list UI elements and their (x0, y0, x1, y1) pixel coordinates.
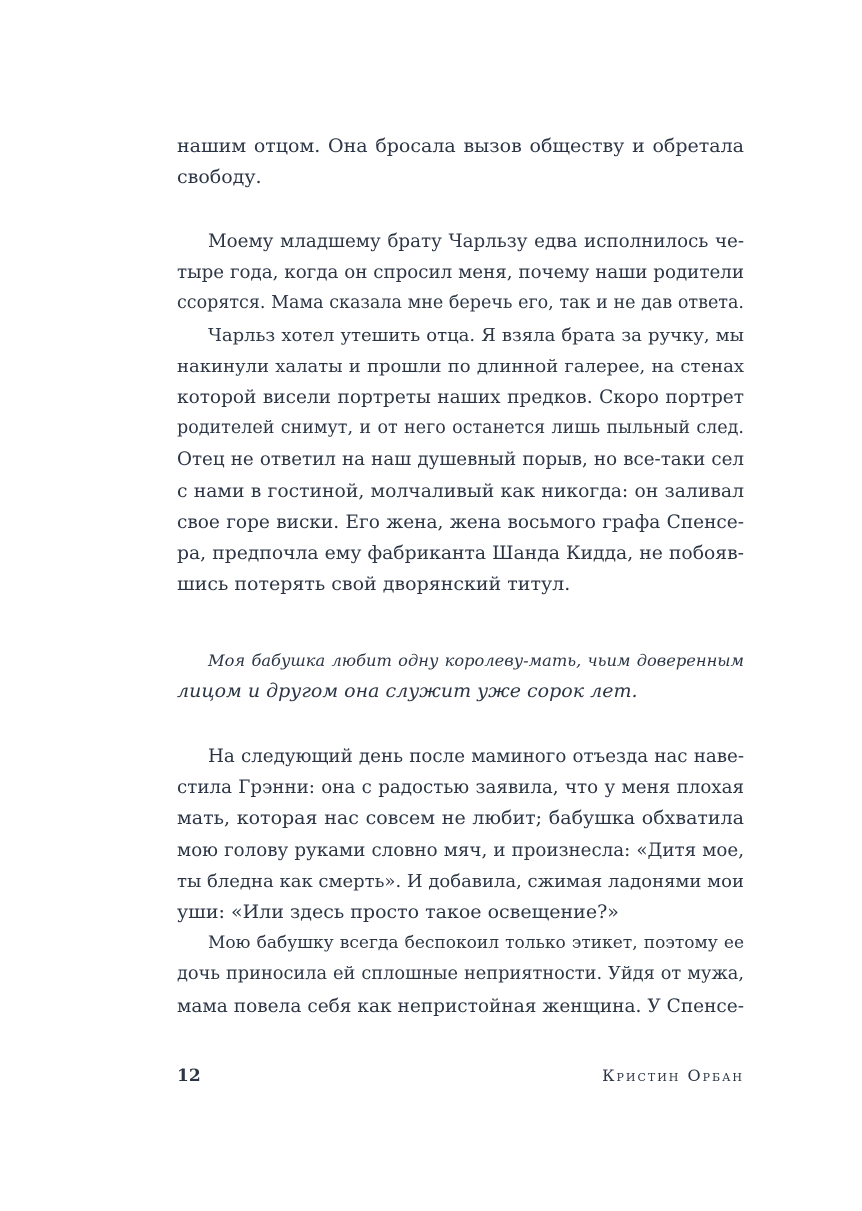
text-line: На следующий день после маминого отъезда нас наве- (208, 746, 744, 767)
paragraph-block-4 (177, 741, 744, 1022)
text-line: Чарльз хотел утешить отца. Я взяла брата за ручку, мы (208, 324, 744, 346)
text-line: лицом и другом она служит уже сорок лет. (177, 680, 638, 703)
text-line: свободу. (177, 166, 262, 189)
text-line: свое горе виски. Его жена, жена восьмого графа Спенсе- (177, 511, 744, 533)
text-line: дочь приносила ей сплошные неприятности. Уйдя от мужа, (177, 964, 744, 985)
text-line: стила Грэнни: она с радостью заявила, что у меня плохая (177, 777, 744, 799)
text-line: с нами в гостиной, молчаливый как никогда: он заливал (177, 480, 744, 502)
running-head-author: Кристин Орбан (602, 1066, 744, 1085)
text-line: тыре года, когда он спросил меня, почему наши родители (177, 262, 744, 284)
text-line: мама повела себя как непристойная женщина. У Спенсе- (177, 995, 744, 1017)
paragraph-block-2 (177, 226, 744, 600)
text-line: которой висели портреты наших предков. Скоро портрет (177, 386, 744, 408)
text-line: Моему младшему брату Чарльзу едва исполнилось че- (208, 231, 744, 252)
text-line: ра, предпочла ему фабриканта Шанда Кидда, не побояв- (177, 542, 744, 564)
text-line: шись потерять свой дворянский титул. (177, 573, 571, 596)
text-line: Мою бабушку всегда беспокоил только этикет, поэтому ее (208, 933, 744, 954)
text-line: Моя бабушка любит одну королеву-мать, чьим доверенным (208, 651, 744, 670)
page-number: 12 (177, 1066, 201, 1086)
text-line: мать, которая нас совсем не любит; бабушка обхватила (177, 807, 744, 830)
italic-paragraph (177, 645, 744, 707)
paragraph-block-1 (177, 131, 744, 193)
text-line: Отец не ответил на наш душевный порыв, но все-таки сел (177, 449, 744, 471)
text-line: родителей снимут, и от него останется лишь пыльный след. (177, 418, 744, 439)
text-line: накинули халаты и прошли по длинной галерее, на стенах (177, 355, 744, 377)
text-line: ты бледна как смерть». И добавила, сжимая ладонями мои (177, 870, 744, 892)
text-line: ссорятся. Мама сказала мне беречь его, так и не дав ответа. (177, 293, 744, 314)
page-footer (177, 1064, 744, 1088)
text-line: нашим отцом. Она бросала вызов обществу и обретала (177, 135, 744, 157)
text-line: мою голову руками словно мяч, и произнесла: «Дитя мое, (177, 839, 744, 861)
text-line: уши: «Или здесь просто такое освещение?» (177, 900, 619, 923)
